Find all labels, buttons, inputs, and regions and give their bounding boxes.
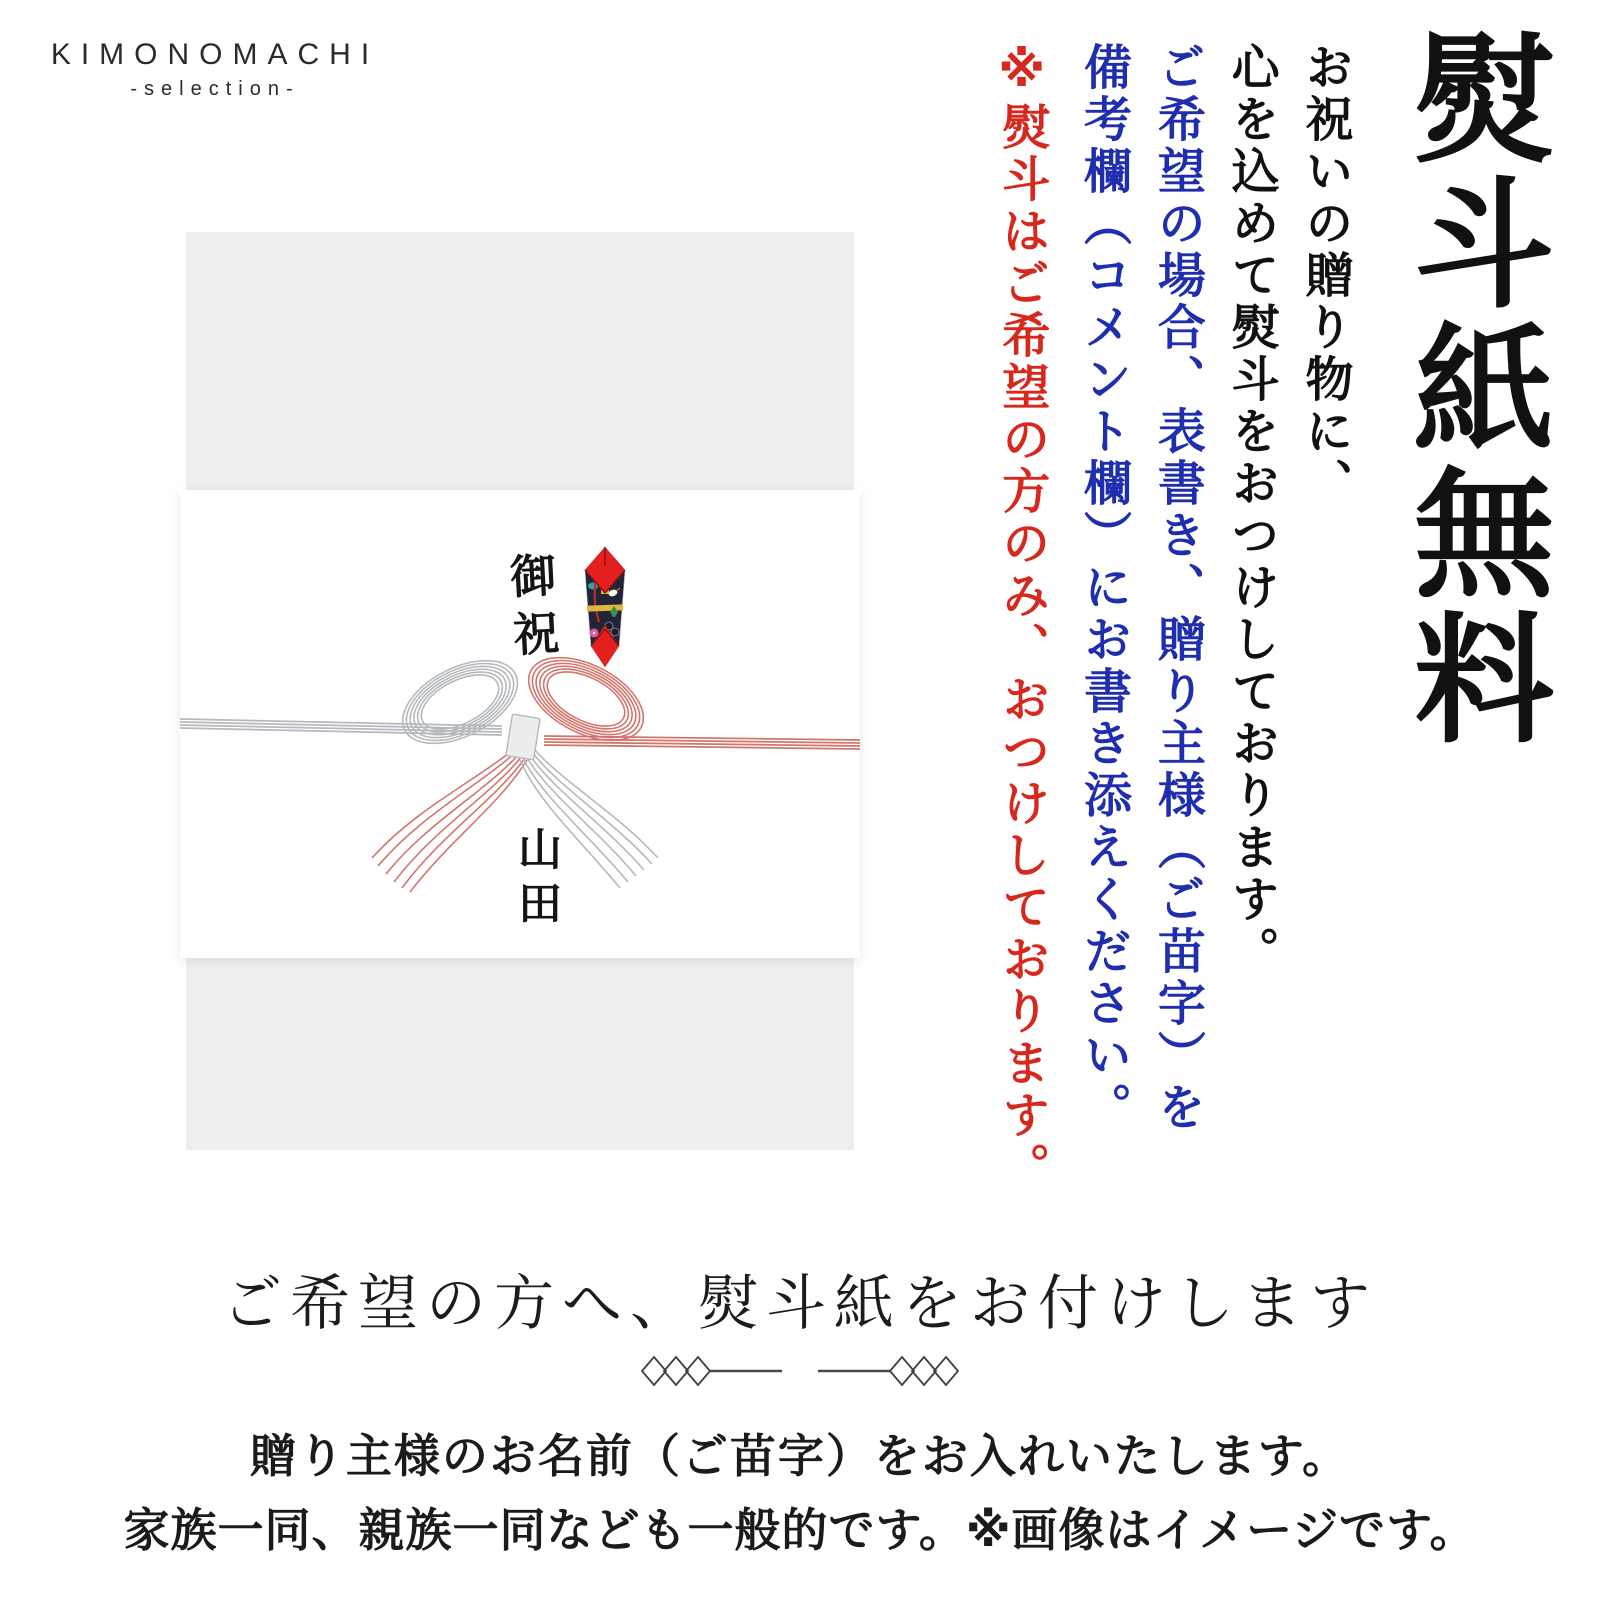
noshi-omotegaki-text: 御祝 [502,550,560,670]
brand-logo [48,38,382,101]
noshi-ornament-icon [582,546,628,668]
intro-line-1: お祝いの贈り物に、 [1298,42,1351,510]
gift-box-bottom [186,958,854,1150]
brand-subtitle: -selection- [130,78,300,100]
footer-headline: ご希望の方へ、熨斗紙をお付けします [222,1271,1378,1337]
intro-line-3: ご希望の場合、表書き、贈り主様（ご苗字）を [1150,42,1204,1134]
intro-line-4: 備考欄（コメント欄）にお書き添えください。 [1076,42,1130,1134]
gift-box-photo [186,232,854,1150]
footer-note-1: 贈り主様のお名前（ご苗字）をお入れいたします。 [249,1430,1351,1482]
intro-line-5: ※熨斗はご希望の方のみ、おつけしております。 [994,42,1048,1194]
noshi-paper [180,490,860,958]
footer-note-2: 家族一同、親族一同なども一般的です。※画像はイメージです。 [123,1504,1477,1556]
gift-box-top [186,232,854,490]
page-title: 熨斗紙無料 [1393,26,1549,751]
noshi-sender-name: 山田 [511,826,560,934]
brand-name: KIMONOMACHI [50,38,380,71]
diamond-divider-icon [640,1352,960,1390]
intro-text-block [965,42,1350,1242]
intro-line-2: 心を込めて熨斗をおつけしております。 [1224,42,1278,978]
